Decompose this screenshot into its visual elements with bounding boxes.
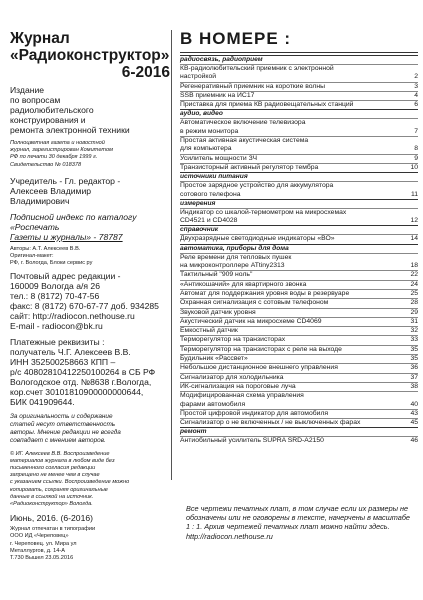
toc-item-title: Простой цифровой индикатор для автомобиля xyxy=(180,409,329,417)
registration-line: Полноцветная газета и новостной xyxy=(10,140,105,146)
toc-item-title: Простая активная акустическая система для компьютера xyxy=(180,137,309,153)
toc-item-title: Простое зарядное устройство для аккумулятора сотового телефона xyxy=(180,182,334,198)
printing-line: ООО ИД «Череповец» xyxy=(10,533,69,540)
toc-item-page: 2 xyxy=(414,73,418,81)
toc-item-title: Антиобильный усилитель SUPRA SRD-A2150 xyxy=(180,437,324,445)
founder-line: Владимирович xyxy=(10,195,70,206)
payment-line: р/с 40802810412250100264 в СБ РФ xyxy=(10,367,156,378)
toc-item-page: 12 xyxy=(410,217,418,225)
toc-item-title: Емкостный датчик xyxy=(180,327,238,335)
toc-item xyxy=(180,270,418,279)
toc-section-title: аудио, видео xyxy=(180,109,418,118)
masthead-column xyxy=(10,30,170,562)
responsibility-line: За оригинальность и содержание xyxy=(10,413,113,421)
toc-item xyxy=(180,391,418,409)
toc-item-title: ИК-сигнализация на пороговые луча xyxy=(180,382,296,390)
contact-line: E-mail - radiocon@bk.ru xyxy=(10,321,103,332)
toc-item xyxy=(180,234,418,243)
toc-item-title: Будильник «Рассвет» xyxy=(180,355,248,363)
toc-item-page: 28 xyxy=(410,299,418,307)
toc-item xyxy=(180,409,418,418)
toc-item-page: 35 xyxy=(410,355,418,363)
authors-line: Оригинал-макет: xyxy=(10,253,54,260)
toc-item-page: 25 xyxy=(410,289,418,297)
toc-item-page: 10 xyxy=(410,163,418,171)
contact-line: Почтовый адрес редакции - xyxy=(10,271,121,282)
toc-item-page: 38 xyxy=(410,382,418,390)
toc-item-page: 32 xyxy=(410,327,418,335)
authors-line: Авторы: А.Т. Алексеев В.В. xyxy=(10,245,81,252)
description-line: ремонта электронной техники xyxy=(10,125,130,135)
copyright-line: © ИГ. Алексеев В.В. Воспроизведение xyxy=(10,450,110,457)
toc-item-title: Индикатор со шкалой-термометром на микросхемах CD4521 и CD4028 xyxy=(180,208,347,225)
toc-section-title: измерения xyxy=(180,199,418,208)
toc-item xyxy=(180,136,418,154)
contact-line: сайт: http://radiocon.nethouse.ru xyxy=(10,311,135,322)
column-divider xyxy=(171,30,172,480)
toc-item-page: 6 xyxy=(414,101,418,109)
toc-item xyxy=(180,181,418,199)
toc-item-page: 4 xyxy=(414,91,418,99)
printing-line: Металлургов, д. 14-А xyxy=(10,547,65,554)
toc-item-page: 35 xyxy=(410,345,418,353)
toc-item-page: 7 xyxy=(414,127,418,135)
copyright-line: с указанием ссылки. Воспроизведение можно xyxy=(10,479,130,486)
toc-item-title: Транзисторный активный регулятор тембра xyxy=(180,163,319,171)
subscription-line: «Роспечать xyxy=(10,221,60,232)
payment-line: получатель Ч.Г. Алексеев В.В. xyxy=(10,347,131,358)
toc-item xyxy=(180,208,418,226)
printing-info xyxy=(10,526,170,562)
payment-line: БИК 041909644. xyxy=(10,397,75,408)
copyright-line: «Радиоконструктор» Вологда. xyxy=(10,501,93,508)
payment-line: кор.счет 30101810900000000644, xyxy=(10,387,144,398)
toc-item-title: Охранная сигнализация с сотовым телефоном xyxy=(180,299,329,307)
toc-item xyxy=(180,163,418,172)
toc-item-title: Терморегулятор на транзисторах с реле на выходе xyxy=(180,345,342,353)
founder-line: Алексеев Владимир xyxy=(10,185,92,196)
responsibility-line: авторы. Мнение редакции не всегда xyxy=(10,429,121,437)
toc-item xyxy=(180,436,418,445)
toc-item-page: 22 xyxy=(410,271,418,279)
toc-item xyxy=(180,382,418,391)
registration-info xyxy=(10,140,170,169)
registration-line: журнал, зарегистрирован Комитетом xyxy=(10,147,113,154)
founder-line: Учредитель - Гл. редактор - xyxy=(10,175,121,186)
toc-item xyxy=(180,280,418,289)
contact-line: тел.: 8 (8172) 70-47-56 xyxy=(10,291,100,302)
toc-item xyxy=(180,82,418,91)
authors-info xyxy=(10,246,170,268)
toc-item xyxy=(180,373,418,382)
toc-item xyxy=(180,317,418,326)
toc-item-page: 29 xyxy=(410,308,418,316)
printing-line: Журнал отпечатан в типографии xyxy=(10,526,96,533)
toc-item-title: Терморегулятор на транзисторах xyxy=(180,336,286,344)
printing-line: Т.730 Вышел 23.05.2016 xyxy=(10,555,74,562)
contacts-info xyxy=(10,271,170,331)
toc-item-page: 9 xyxy=(414,154,418,162)
toc-item xyxy=(180,418,418,427)
toc-item xyxy=(180,64,418,82)
footnote: Все чертежи печатных плат, в том случае если их размеры не обозначены или не оговорены в тексте, начерчены в масштабе 1 : 1. Архив чертежей печатных плат можно найти здесь. http://radiocon.nethouse.ru xyxy=(186,504,410,541)
toc-item-page: 24 xyxy=(410,280,418,288)
copyright-line: материалов журнала в любом виде без xyxy=(10,457,115,464)
copyright-line: данные в ссылкой на источник. xyxy=(10,493,94,500)
toc-item-title: SSB приемник на ИС17 xyxy=(180,91,255,99)
subscription-line: Подписной индекс по каталогу xyxy=(10,211,137,222)
toc-item xyxy=(180,326,418,335)
toc-item-title: Сигнализатор о не включенных / не выключенных фарах xyxy=(180,419,361,427)
toc-item-page: 36 xyxy=(410,364,418,372)
toc-item-page: 18 xyxy=(410,262,418,270)
toc-item xyxy=(180,298,418,307)
toc-item-title: КВ-радиолюбительский приемник с электронной настройкой xyxy=(180,65,334,81)
payment-line: Вологодское отд. №8638 г.Вологда, xyxy=(10,377,152,388)
copyright-line: запрещено не менее чем в случае xyxy=(10,472,100,479)
contact-line: 160009 Вологда а/я 26 xyxy=(10,281,100,292)
toc-item-page: 8 xyxy=(414,145,418,153)
toc-section-title: ремонт xyxy=(180,427,418,436)
toc-item xyxy=(180,345,418,354)
toc-item-page: 45 xyxy=(410,419,418,427)
toc-section-title: радиосвязь, радиоприем xyxy=(180,55,418,64)
toc-item-page: 37 xyxy=(410,373,418,381)
subscription-index: Газеты и журналы» - 78787 xyxy=(10,231,123,242)
toc-item-title: Модифицированная схема управления фарами автомобиля xyxy=(180,392,304,408)
toc-item xyxy=(180,91,418,100)
founder-info xyxy=(10,176,170,206)
toc-item xyxy=(180,335,418,344)
toc-section-title: автоматика, приборы для дома xyxy=(180,244,418,253)
issue-number-row xyxy=(10,64,170,81)
responsibility-note xyxy=(10,413,170,444)
registration-line: РФ по печати 30 декабря 1999 г. xyxy=(10,154,98,161)
responsibility-line: совпадает с мнением авторов. xyxy=(10,436,106,444)
toc-item-title: Сигнализатор для холодильника xyxy=(180,373,284,381)
toc-item-page: 11 xyxy=(410,190,418,198)
toc-item xyxy=(180,253,418,271)
description-line: Издание xyxy=(10,85,45,95)
toc-item-title: Автоматическое включение телевизора в режим монитора xyxy=(180,119,306,135)
toc-body xyxy=(180,55,418,446)
copyright-line: письменного согласия редакции xyxy=(10,465,96,472)
table-of-contents xyxy=(180,28,418,446)
toc-item-page: 43 xyxy=(410,409,418,417)
toc-section-title: источники питания xyxy=(180,172,418,181)
issue-date: Июнь, 2016. (6-2016) xyxy=(10,513,93,524)
registration-line: Свидетельство № 018378 xyxy=(10,161,82,168)
description-line: радиолюбительского xyxy=(10,105,94,115)
toc-item xyxy=(180,100,418,109)
payment-line: Платежные реквизиты : xyxy=(10,337,105,348)
responsibility-line: статей несут ответственность xyxy=(10,421,116,429)
toc-item-title: Автомат для поддержания уровня воды в резервуаре xyxy=(180,289,350,297)
toc-item-title: Тактильный "909 ноль" xyxy=(180,271,253,279)
toc-item-title: Реле времени для тепловых пушек на микроконтроллере ATtiny2313 xyxy=(180,253,292,270)
payment-line: ИНН 352500258663 КПП – xyxy=(10,357,116,368)
toc-item-title: Звуковой датчик уровня xyxy=(180,308,256,316)
toc-item-title: Приставка для приема КВ радиовещательных станций xyxy=(180,101,354,109)
issue-number: 6-2016 xyxy=(121,64,170,81)
toc-item-title: Двухразрядные светодиодные индикаторы «ВО» xyxy=(180,235,335,243)
toc-item xyxy=(180,363,418,372)
toc-item-title: Усилитель мощности ЗЧ xyxy=(180,154,258,162)
contact-line: факс: 8 (8172) 670-67-77 доб. 934285 xyxy=(10,301,159,312)
toc-item-page: 40 xyxy=(410,400,418,408)
description-line: по вопросам xyxy=(10,95,61,105)
description-line: конструирования и xyxy=(10,115,86,125)
publication-description xyxy=(10,85,170,135)
toc-item-page: 33 xyxy=(410,336,418,344)
toc-item xyxy=(180,289,418,298)
journal-title: «Радиоконструктор» xyxy=(10,47,170,64)
toc-item-page: 31 xyxy=(410,317,418,325)
toc-item-title: Регенеративный приемник на короткие волны xyxy=(180,82,326,90)
toc-item-title: «Антикошачий» для квартирного звонка xyxy=(180,280,307,288)
subscription-info xyxy=(10,212,170,242)
toc-item-page: 46 xyxy=(410,437,418,445)
printing-line: г. Череповец. ул. Мира ул xyxy=(10,540,77,547)
toc-item xyxy=(180,118,418,136)
toc-item-page: 14 xyxy=(410,235,418,243)
toc-item-page: 3 xyxy=(414,82,418,90)
copyright-line: копировать, сохраняя оригинальные xyxy=(10,486,108,493)
copyright-note xyxy=(10,451,170,509)
authors-line: РФ, г. Вологда, Блоки сервис ру xyxy=(10,260,93,267)
toc-item xyxy=(180,354,418,363)
toc-item xyxy=(180,308,418,317)
payment-details xyxy=(10,337,170,407)
toc-item-title: Небольшое дистанционное внешнего управления xyxy=(180,364,338,372)
toc-heading: В НОМЕРЕ : xyxy=(180,28,418,53)
toc-item-title: Акустический датчик на микросхеме CD4069 xyxy=(180,317,322,325)
toc-section-title: справочник xyxy=(180,225,418,234)
toc-item xyxy=(180,154,418,163)
journal-name: Журнал xyxy=(10,30,70,47)
